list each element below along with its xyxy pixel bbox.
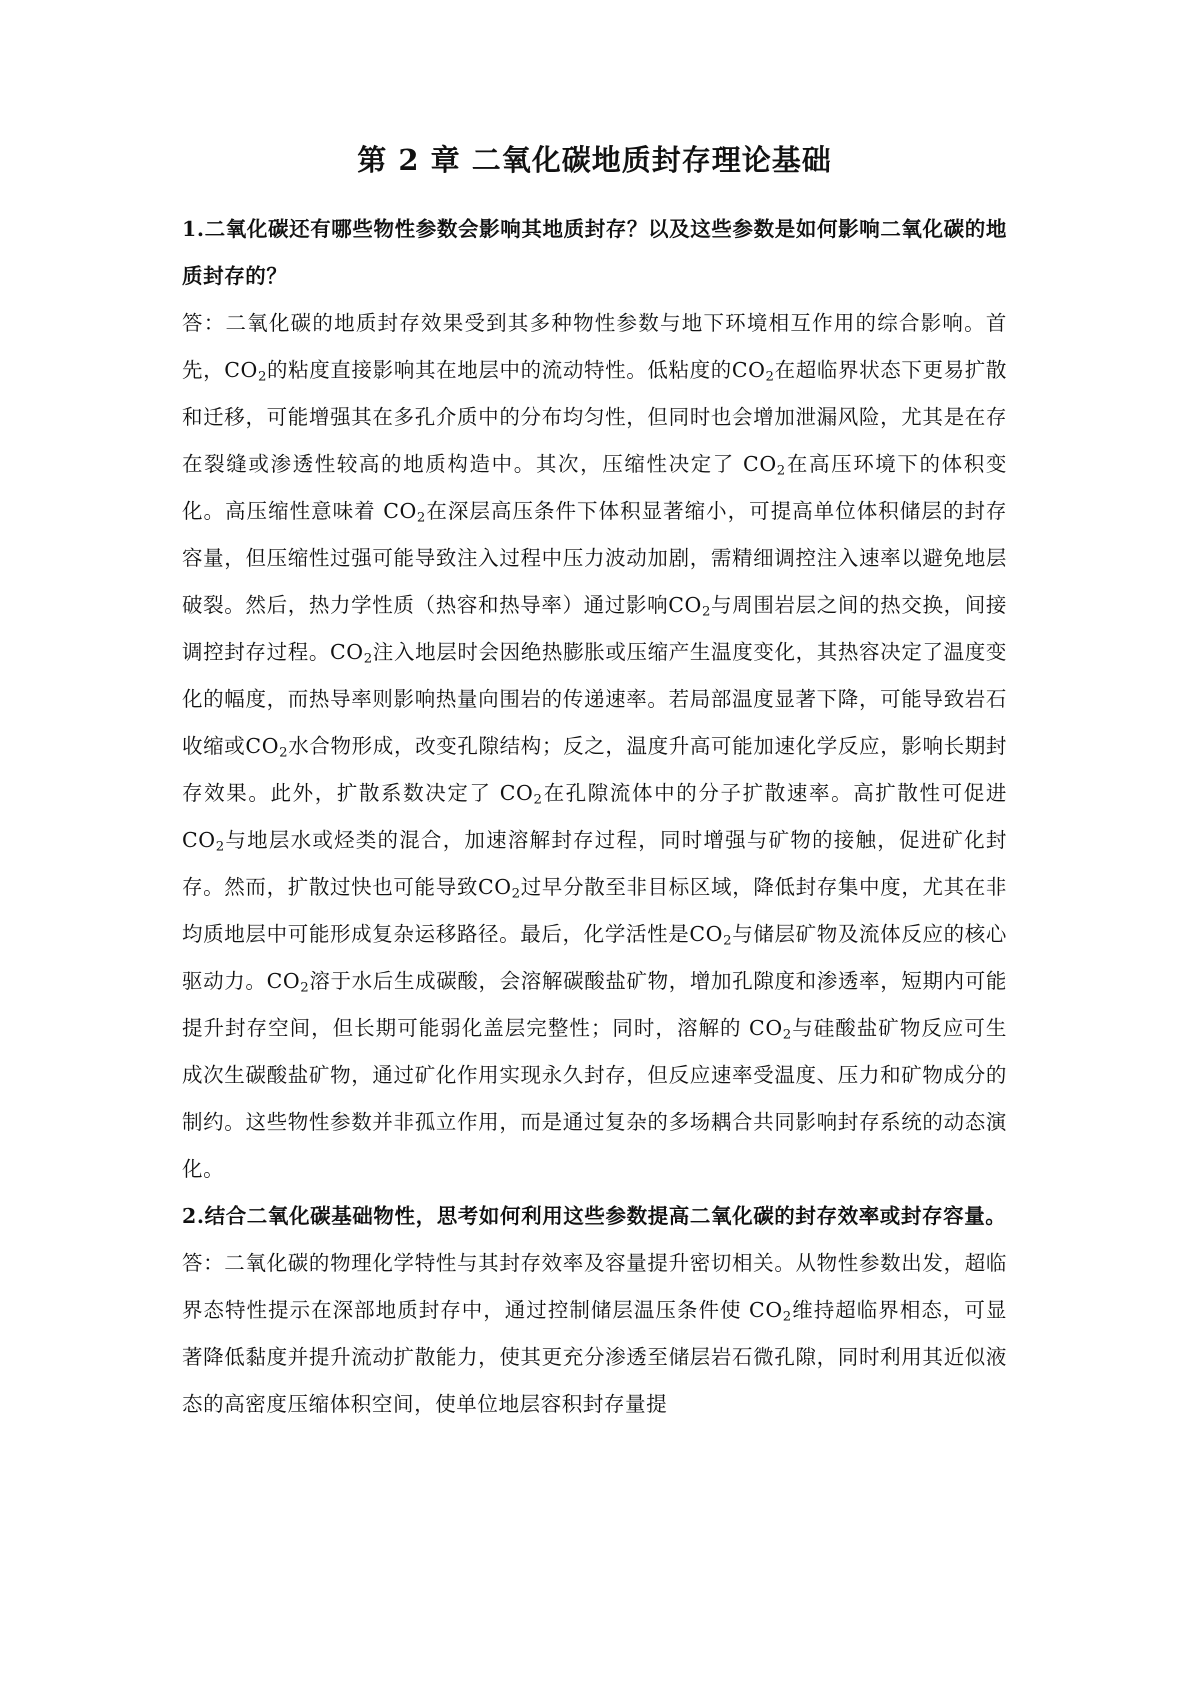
answer-text-segment: 与储层矿物及流体反应的核心驱动力。CO [182, 922, 1007, 993]
question-2: 2.结合二氧化碳基础物性，思考如何利用这些参数提高二氧化碳的封存效率或封存容量。 [182, 1204, 1007, 1228]
answer-text-segment: 与周围岩层之间的热交换，间接调控封存过程。CO [182, 593, 1007, 664]
subscript: 2 [215, 839, 225, 855]
subscript: 2 [300, 980, 310, 996]
answer-text-segment: 在高压环境下的体积变化。高压缩性意味着 CO [182, 452, 1007, 523]
answer-text-segment: 与地层水或烃类的混合，加速溶解封存过程，同时增强与矿物的接触，促进矿化封存。然而，扩散过快也可能导致CO [182, 828, 1007, 899]
document-page [182, 140, 1007, 1428]
subscript: 2 [782, 1027, 792, 1043]
subscript: 2 [701, 604, 712, 620]
answer-text-segment: 过早分散至非目标区域，降低封存集中度，尤其在非均质地层中可能形成复杂运移路径。最后，化学活性是CO [182, 875, 1007, 946]
answer-text-segment: 水合物形成，改变孔隙结构；反之，温度升高可能加速化学反应，影响长期封存效果。此外，扩散系数决定了 CO [182, 734, 1007, 805]
answer-text-segment: 维持超临界相态，可显著降低黏度并提升流动扩散能力，使其更充分渗透至储层岩石微孔隙，同时利用其近似液态的高密度压缩体积空间，使单位地层容积封存量提 [182, 1298, 1008, 1416]
subscript: 2 [723, 933, 733, 949]
answer-text-segment: 在深层高压条件下体积显著缩小，可提高单位体积储层的封存容量，但压缩性过强可能导致注入过程中压力波动加剧，需精细调控注入速率以避免地层破裂。然后，热力学性质（热容和热导率）通过影响CO [182, 499, 1007, 617]
subscript: 2 [363, 651, 373, 667]
subscript: 2 [511, 886, 521, 902]
answer-text-segment: 与硅酸盐矿物反应可生成次生碳酸盐矿物，通过矿化作用实现永久封存，但反应速率受温度、压力和矿物成分的制约。这些物性参数并非孤立作用，而是通过复杂的多场耦合共同影响封存系统的动态演化。 [182, 1016, 1008, 1181]
answer-text-segment: 的粘度直接影响其在地层中的流动特性。低粘度的CO [267, 358, 766, 382]
answer-text-segment: 在超临界状态下更易扩散和迁移，可能增强其在多孔介质中的分布均匀性，但同时也会增加泄漏风险，尤其是在存在裂缝或渗透性较高的地质构造中。其次，压缩性决定了 CO [182, 358, 1007, 476]
subscript: 2 [257, 369, 268, 385]
answer-text-segment: 溶于水后生成碳酸，会溶解碳酸盐矿物，增加孔隙度和渗透率，短期内可能提升封存空间，但长期可能弱化盖层完整性；同时，溶解的 CO [182, 969, 1007, 1040]
subscript: 2 [782, 1309, 792, 1325]
answer-text-segment: 答：二氧化碳的物理化学特性与其封存效率及容量提升密切相关。从物性参数出发，超临界态特性提示在深部地质封存中，通过控制储层温压条件使 CO [182, 1251, 1007, 1322]
subscript: 2 [533, 792, 543, 808]
answer-text-segment: 答：二氧化碳的地质封存效果受到其多种物性参数与地下环境相互作用的综合影响。首先，CO [182, 311, 1007, 382]
answer-2 [182, 1240, 1007, 1428]
subscript: 2 [279, 745, 289, 761]
chapter-title: 第 2 章 二氧化碳地质封存理论基础 [357, 143, 832, 177]
subscript: 2 [776, 463, 786, 479]
question-1: 1.二氧化碳还有哪些物性参数会影响其地质封存？以及这些参数是如何影响二氧化碳的地质封存的？ [182, 217, 1007, 288]
answer-1 [182, 300, 1007, 1193]
subscript: 2 [765, 369, 775, 385]
answer-text-segment: 注入地层时会因绝热膨胀或压缩产生温度变化，其热容决定了温度变化的幅度，而热导率则影响热量向围岩的传递速率。若局部温度显著下降，可能导致岩石收缩或CO [182, 640, 1007, 758]
answer-text-segment: 在孔隙流体中的分子扩散速率。高扩散性可促进 CO [182, 781, 1007, 852]
subscript: 2 [416, 510, 426, 526]
